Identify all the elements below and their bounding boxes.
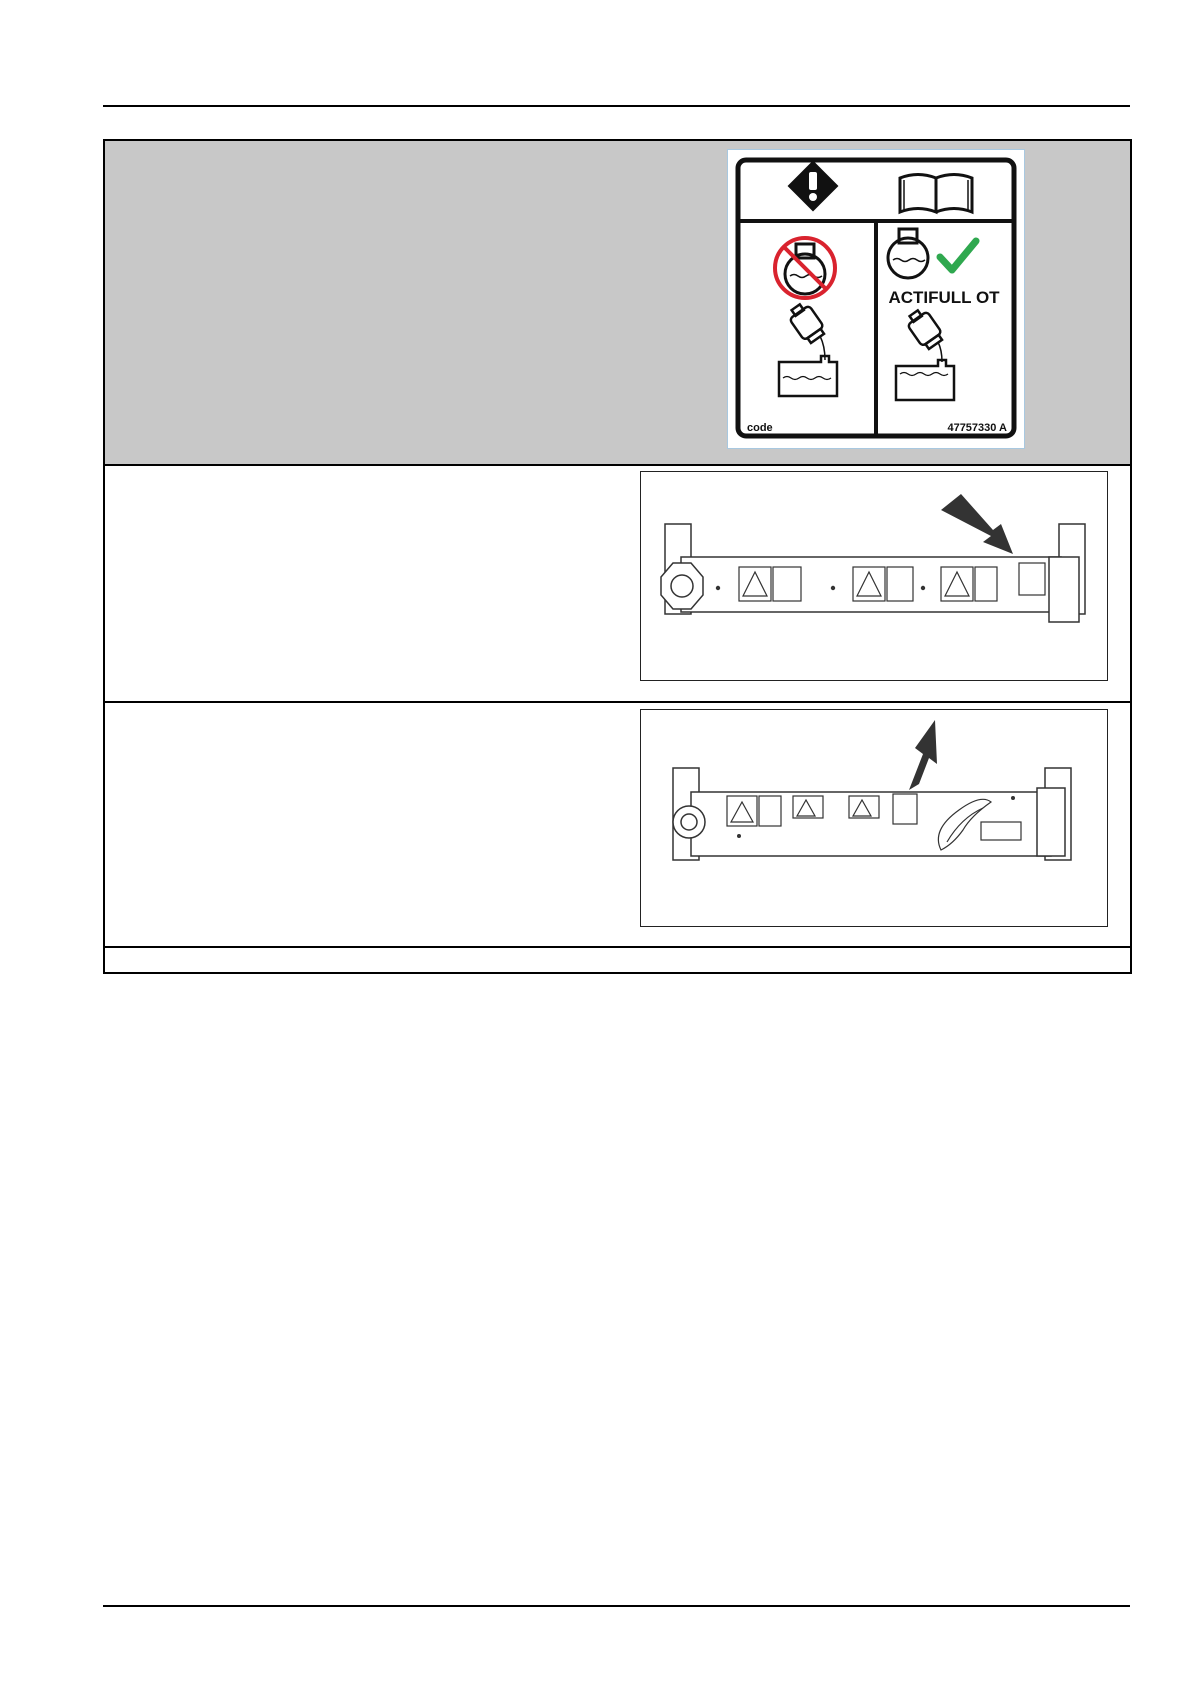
footer-rule: [103, 1605, 1130, 1607]
radiator-figure-1: [640, 471, 1108, 681]
table-footer-row: [105, 948, 1130, 972]
coolant-decal: [727, 149, 1025, 449]
radiator-figure-2: [640, 709, 1108, 927]
decal-row: [105, 141, 1130, 466]
coolant-decal-graphic: [728, 150, 1024, 448]
location-row-2: [105, 703, 1130, 948]
location-row-1: [105, 466, 1130, 703]
decal-part-number: 47757330 A: [947, 422, 1007, 434]
product-label: ACTIFULL OT: [888, 288, 1000, 307]
content-table: [103, 139, 1132, 974]
header-rule: [103, 105, 1130, 107]
radiator-drawing-1: [641, 472, 1107, 680]
decal-code-label: code: [747, 422, 773, 434]
radiator-drawing-2: [641, 710, 1107, 926]
